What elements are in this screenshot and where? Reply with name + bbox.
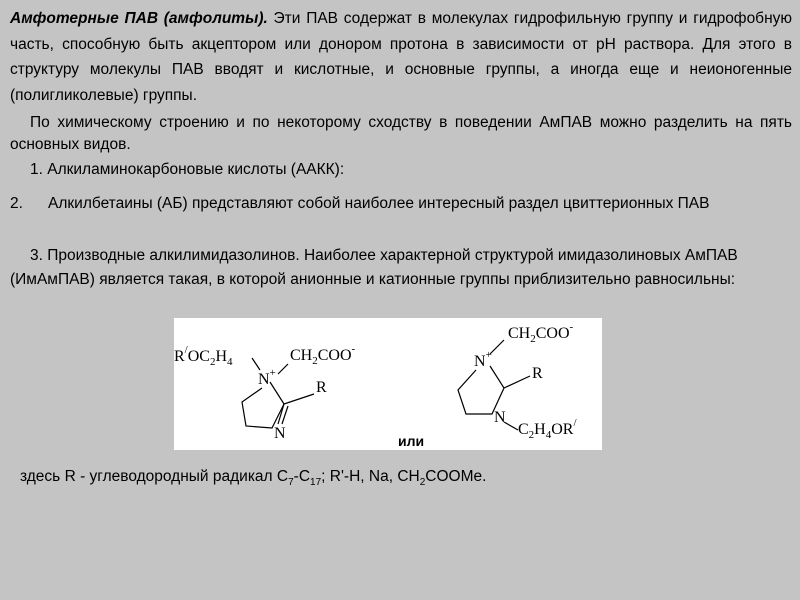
list-item-aakk: 1. Алкиламинокарбоновые кислоты (ААКК): [30,161,345,178]
left-n-plus: N+ [258,367,276,388]
or-label: или [398,433,425,449]
paragraph-intro [10,6,792,108]
footnote: здесь R - углеводородный радикал $С_7-С_{17}$; R'-H, Na, $CH_2COOMe$. [20,468,487,489]
right-r-group: R [532,365,543,382]
list-item-imidazolines [10,244,792,292]
left-n: N [274,425,286,442]
intro-text: Эти ПАВ содержат в молекулах гидрофильную группу и гидрофобную часть, способную быть акцептором или донором протона в зависимости от рН раствора. Для этого в структуру молекулы ПАВ вводят и кислотные, и основные группы, а иногда еще и неионогенные (полигликолевые) группы. [10,10,792,104]
left-substituent: $R^/OC_2H_4$ [174,344,233,368]
right-n: N [494,409,506,426]
right-imidazoline-structure [458,321,577,441]
classification-text: По химическому строению и по некоторому сходству в поведении АмПАВ можно разделить на пять основных видов. [10,114,792,153]
imidazoline-text: 3. Производные алкилимидазолинов. Наиболее характерной структурой имидазолиновых АмПАВ (ИмАмПАВ) является такая, в которой анионные и катионные группы приблизительно равносильны: [10,247,738,288]
right-tail: $C_2H_4OR^/$ [518,417,577,441]
chemical-structures-figure [174,318,602,450]
term-heading: Амфотерные ПАВ (амфолиты). [10,10,268,27]
left-r-group: R [316,379,327,396]
structure-diagram [174,318,602,450]
right-n-plus: N+ [474,349,492,370]
left-imidazoline-structure [174,343,356,442]
right-ch2coo: $CH_2COO^-$ [508,321,574,345]
paragraph-classification [10,112,792,156]
list-item-number: 2. [10,195,23,212]
list-item-betaines [10,193,792,215]
left-ch2coo: $CH_2COO^-$ [290,343,356,367]
list-item-text: Алкилбетаины (АБ) представляют собой наиболее интересный раздел цвиттерионных ПАВ [48,195,710,212]
